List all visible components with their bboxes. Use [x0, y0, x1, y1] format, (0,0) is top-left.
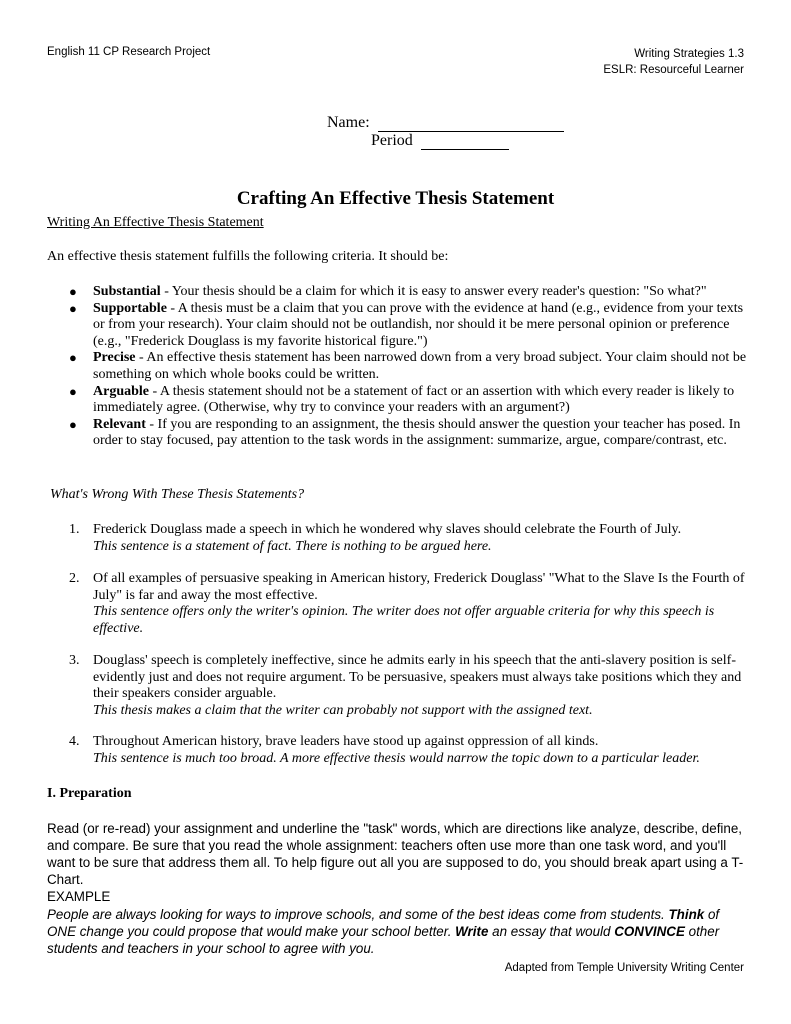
- criteria-text: - Your thesis should be a claim for which it is easy to answer every reader's question: "So what?": [160, 284, 707, 299]
- criteria-item-arguable: [47, 384, 747, 417]
- prompt-text: an essay that would: [488, 924, 615, 939]
- period-label: Period: [371, 132, 413, 149]
- example-comment: This sentence is much too broad. A more effective thesis would narrow the topic down to a particular leader.: [93, 750, 700, 766]
- bullet-icon: ●: [69, 383, 77, 399]
- criteria-text: - A thesis must be a claim that you can prove with the evidence at hand (e.g., evidence from your texts or from your research). Your claim should not be outlandish, nor should it be mere personal opinion or preference (e.g., "Frederick Douglass is my favorite historical figure."): [93, 300, 744, 349]
- example-prompt: [47, 906, 747, 957]
- name-blank-line[interactable]: [378, 116, 564, 132]
- example-statement: Douglass' speech is completely ineffective, since he admits early in his speech that the anti-slavery position is self-evidently just and does not require argument. To be persuasive, speakers must always take positions which they and their speakers consider arguable.: [93, 653, 742, 702]
- criteria-text: - An effective thesis statement has been narrowed down from a very broad subject. Your claim should not be something on which whole books could be written.: [93, 350, 747, 382]
- bullet-icon: ●: [69, 300, 77, 316]
- example-item-3: [47, 653, 747, 719]
- criteria-term: Precise: [93, 350, 136, 366]
- example-number: 4.: [69, 734, 80, 749]
- intro-text: An effective thesis statement fulfills the following criteria. It should be:: [47, 249, 449, 264]
- example-number: 1.: [69, 522, 80, 537]
- prompt-keyword-think: Think: [668, 907, 705, 922]
- example-item-1: [47, 522, 747, 555]
- example-comment: This sentence offers only the writer's opinion. The writer does not offer arguable criteria for why this speech is effective.: [93, 604, 715, 636]
- example-number: 2.: [69, 571, 80, 586]
- criteria-term: Relevant: [93, 416, 146, 432]
- prompt-text: People are always looking for ways to improve schools, and some of the best ideas come from students.: [47, 907, 669, 922]
- example-item-4: [47, 734, 747, 767]
- criteria-item-relevant: [47, 417, 747, 450]
- header-standards: [603, 46, 744, 78]
- preparation-text: Read (or re-read) your assignment and underline the "task" words, which are directions like analyze, describe, define, and compare. Be sure that you read the whole assignment: teachers often use more than one task word, and you'll want to be sure that address them all. To help figure out all you are supposed to do, you should break apart using a T-Chart.: [47, 821, 744, 887]
- example-statement: Of all examples of persuasive speaking in American history, Frederick Douglass' "What to the Slave Is the Fourth of July" is far and away the most effective.: [93, 571, 745, 603]
- bullet-icon: ●: [69, 416, 77, 432]
- prompt-text: of ONE change you could propose that would make your school better.: [47, 907, 720, 939]
- name-period-row: [327, 114, 745, 150]
- section-subtitle: Writing An Effective Thesis Statement: [47, 215, 264, 230]
- criteria-item-precise: [47, 350, 747, 383]
- header-strategy-label: Writing Strategies 1.3: [634, 48, 744, 60]
- criteria-item-substantial: [47, 284, 747, 301]
- example-label: EXAMPLE: [47, 889, 111, 904]
- footer-attribution: Adapted from Temple University Writing Center: [504, 962, 744, 974]
- prompt-text: other students and teachers in your school to agree with you.: [47, 924, 720, 956]
- period-field[interactable]: [371, 132, 509, 150]
- example-item-2: [47, 571, 747, 637]
- preparation-heading: I. Preparation: [47, 786, 132, 801]
- example-statement: Frederick Douglass made a speech in which he wondered why slaves should celebrate the Fourth of July.: [93, 522, 682, 537]
- criteria-term: Substantial: [93, 284, 161, 299]
- header-eslr-label: ESLR: Resourceful Learner: [603, 64, 744, 76]
- criteria-term: Arguable: [93, 383, 149, 399]
- criteria-term: Supportable: [93, 300, 167, 316]
- example-comment: This sentence is a statement of fact. There is nothing to be argued here.: [93, 538, 492, 554]
- period-blank-line[interactable]: [421, 134, 509, 150]
- criteria-list: [47, 284, 747, 450]
- name-field[interactable]: [327, 114, 564, 132]
- bullet-icon: ●: [69, 350, 77, 366]
- criteria-text: - A thesis statement should not be a statement of fact or an assertion with which every reader is likely to immediately agree. (Otherwise, why try to convince your readers with an argument?): [93, 383, 735, 416]
- page-title: Crafting An Effective Thesis Statement: [236, 188, 555, 209]
- example-statement: Throughout American history, brave leaders have stood up against oppression of all kinds.: [93, 734, 599, 749]
- header-course-title: English 11 CP Research Project: [47, 46, 211, 58]
- criteria-text: - If you are responding to an assignment, the thesis should answer the question your teacher has posed. In order to stay focused, pay attention to the task words in the assignment: summarize, argue, compare/contrast, etc.: [93, 416, 741, 449]
- bullet-icon: ●: [69, 284, 77, 299]
- prompt-keyword-write: Write: [455, 924, 489, 939]
- example-comment: This thesis makes a claim that the writer can probably not support with the assigned text.: [93, 702, 593, 718]
- wrong-statements-heading: What's Wrong With These Thesis Statements?: [50, 487, 305, 502]
- prompt-keyword-convince: CONVINCE: [614, 924, 685, 939]
- name-label: Name:: [327, 114, 370, 131]
- example-number: 3.: [69, 653, 80, 668]
- criteria-item-supportable: [47, 301, 747, 351]
